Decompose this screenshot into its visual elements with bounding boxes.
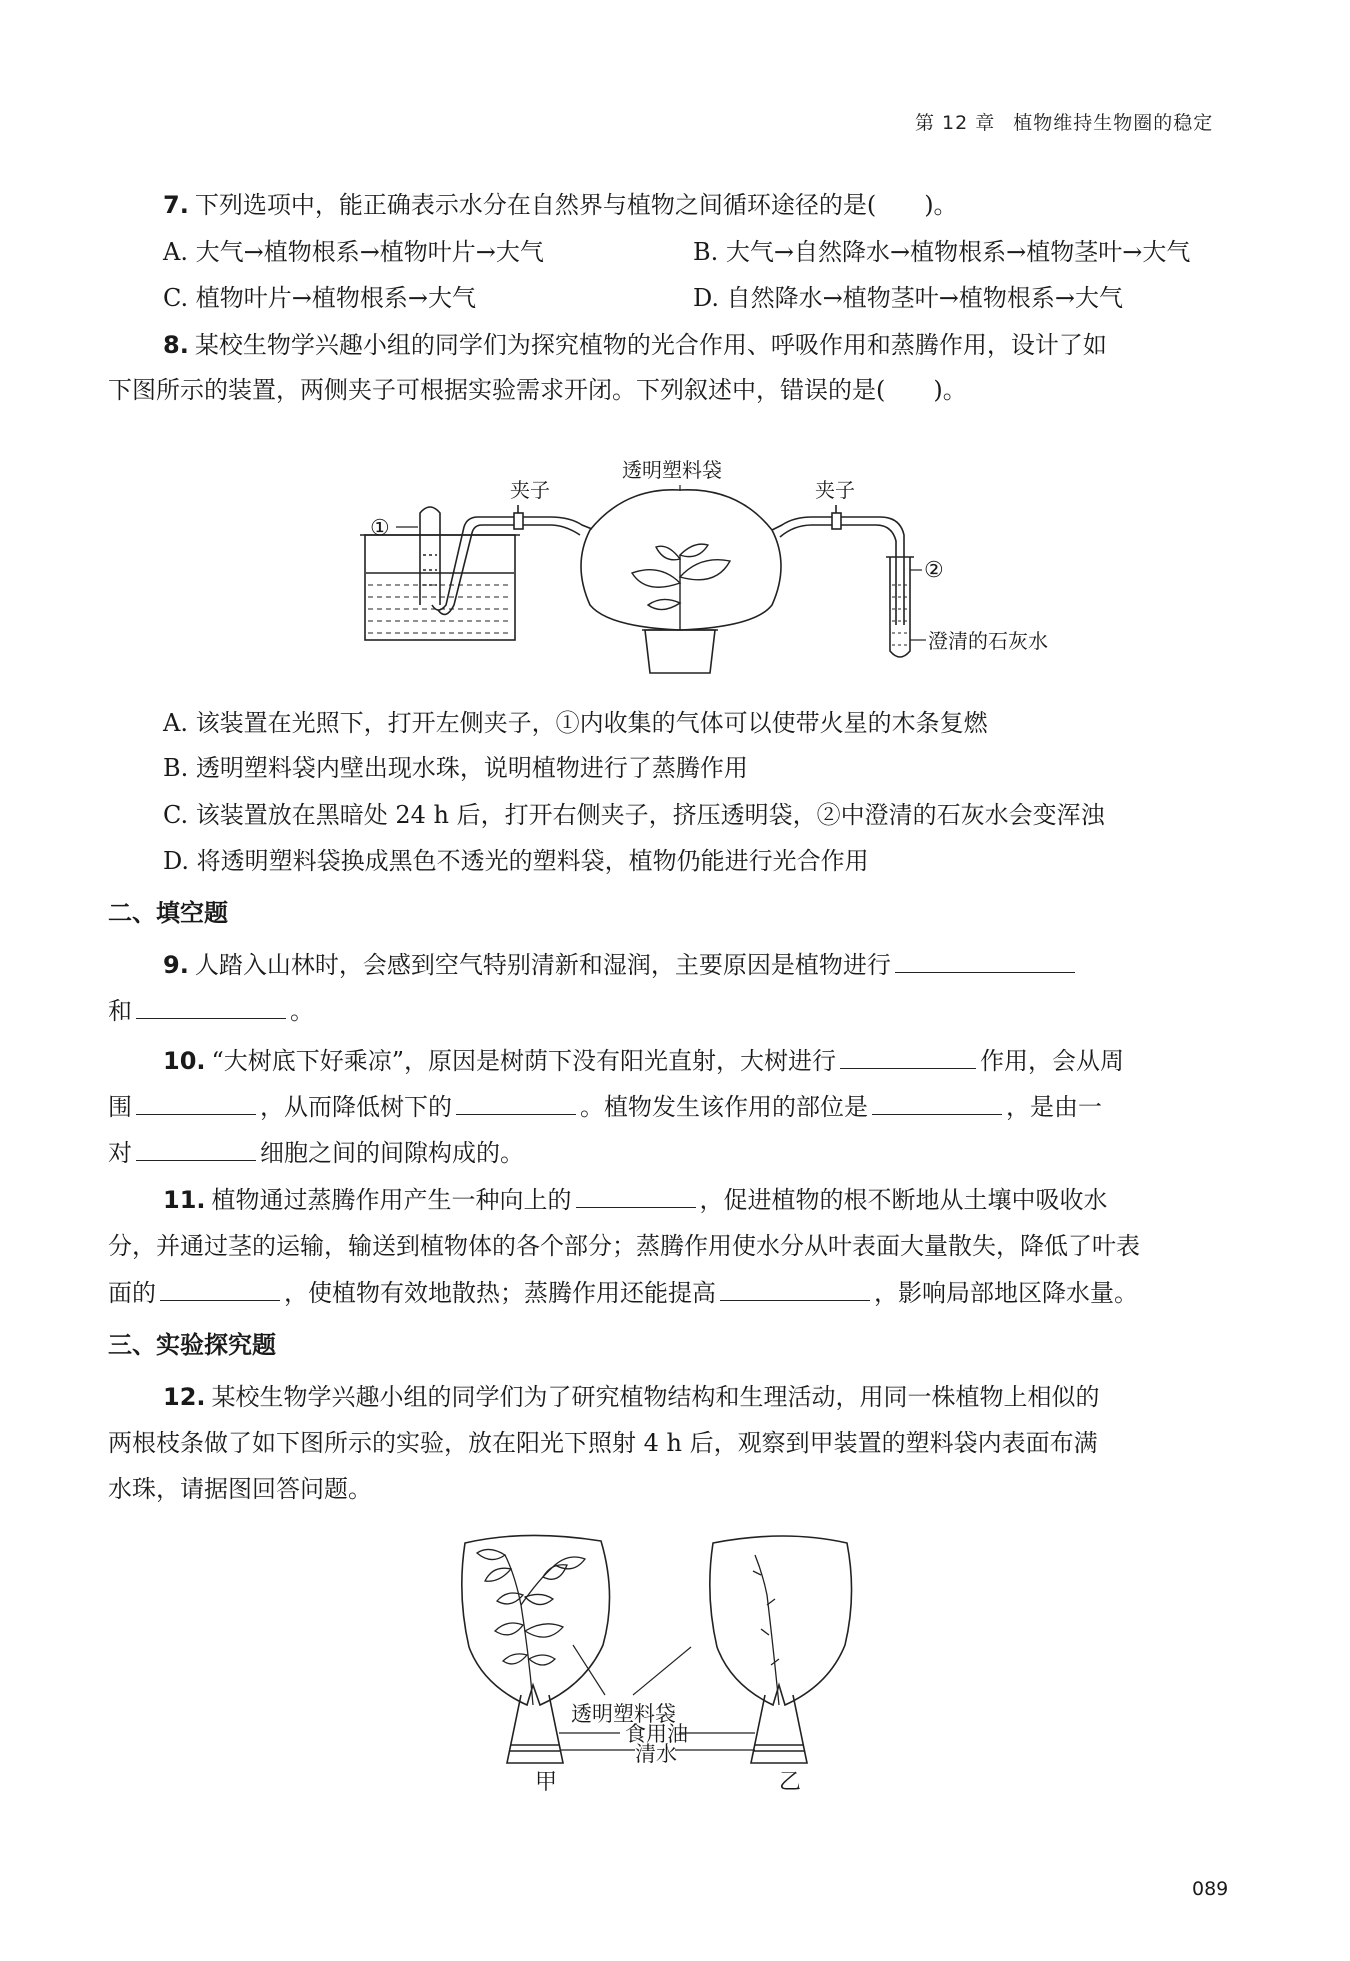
label-circled-2: ② (924, 558, 944, 583)
plant (632, 544, 730, 630)
q8-option-a: A. 该装置在光照下，打开左侧夹子，①内收集的气体可以使带火星的木条复燃 (163, 709, 988, 737)
q11-number: 11. (163, 1186, 206, 1214)
q8-stem-line2: 下图所示的装置，两侧夹子可根据实验需求开闭。下列叙述中，错误的是( )。 (108, 376, 967, 404)
q8-leader-lines (396, 485, 926, 640)
q10-blank-2[interactable] (136, 1092, 256, 1115)
q7-option-d: D. 自然降水→植物茎叶→植物根系→大气 (693, 284, 1123, 312)
chapter-title: 植物维持生物圈的稳定 (1013, 112, 1214, 134)
beaker-yi (751, 1695, 807, 1763)
left-tubing (432, 517, 592, 614)
q10-line2 (108, 1092, 1102, 1122)
bare-branch (753, 1555, 779, 1705)
q10-text-3a: 对 (108, 1139, 132, 1167)
q11-line1 (163, 1185, 1108, 1215)
q9-text-2a: 和 (108, 997, 132, 1025)
q9-text-1: 人踏入山林时，会感到空气特别清新和湿润，主要原因是植物进行 (194, 951, 891, 979)
q9-blank-1[interactable] (895, 950, 1075, 973)
q12-number: 12. (163, 1383, 206, 1411)
q11-blank-3[interactable] (720, 1278, 870, 1301)
q11-text-3b: ，使植物有效地散热；蒸腾作用还能提高 (284, 1279, 716, 1307)
label-clear-water: 清水 (635, 1742, 677, 1766)
q10-text-1b: 作用，会从周 (980, 1047, 1125, 1075)
test-tube-1 (420, 507, 440, 605)
q9-number: 9. (163, 951, 189, 979)
q11-line3 (108, 1278, 1138, 1308)
q10-blank-1[interactable] (840, 1046, 976, 1069)
label-transparent-bag: 透明塑料袋 (622, 458, 722, 482)
q7-stem (163, 190, 958, 220)
q8-number: 8. (163, 331, 189, 359)
page-number: 089 (1192, 1878, 1229, 1900)
q7-number: 7. (163, 191, 189, 219)
label-cooking-oil: 食用油 (625, 1722, 688, 1746)
chapter-number: 第 12 章 (915, 112, 996, 134)
leafy-branch (477, 1549, 585, 1705)
q8-option-c: C. 该装置放在黑暗处 24 h 后，打开右侧夹子，挤压透明袋，②中澄清的石灰水会变浑浊 (163, 801, 1105, 829)
q7-option-c: C. 植物叶片→植物根系→大气 (163, 284, 476, 312)
section-experiment: 三、实验探究题 (108, 1331, 276, 1359)
chapter-header (915, 108, 1213, 135)
q10-line3 (108, 1138, 524, 1168)
q7-option-a: A. 大气→植物根系→植物叶片→大气 (163, 238, 544, 266)
label-yi: 乙 (779, 1770, 802, 1795)
q11-line2: 分，并通过茎的运输，输送到植物体的各个部分；蒸腾作用使水分从叶表面大量散失，降低了叶表 (108, 1232, 1140, 1260)
q11-text-3c: ，影响局部地区降水量。 (874, 1279, 1138, 1307)
section-fill-in-blank: 二、填空题 (108, 899, 228, 927)
q10-number: 10. (163, 1047, 206, 1075)
q12-line2: 两根枝条做了如下图所示的实验，放在阳光下照射 4 h 后，观察到甲装置的塑料袋内表面布满 (108, 1429, 1098, 1457)
q12-text-1: 某校生物学兴趣小组的同学们为了研究植物结构和生理活动，用同一株植物上相似的 (211, 1383, 1100, 1411)
q10-text-3b: 细胞之间的间隙构成的。 (260, 1139, 524, 1167)
q10-text-2b: ，从而降低树下的 (260, 1093, 452, 1121)
q7-text: 下列选项中，能正确表示水分在自然界与植物之间循环途径的是( )。 (194, 191, 958, 219)
q10-blank-5[interactable] (136, 1138, 256, 1161)
test-tube-2 (886, 557, 914, 657)
label-clip-left: 夹子 (510, 478, 550, 502)
left-clip (514, 505, 523, 529)
q9-text-2b: 。 (290, 997, 314, 1025)
q10-text-2a: 围 (108, 1093, 132, 1121)
q10-text-2c: 。植物发生该作用的部位是 (580, 1093, 868, 1121)
q10-text-2d: ，是由一 (1006, 1093, 1102, 1121)
q11-blank-2[interactable] (160, 1278, 280, 1301)
label-circled-1: ① (370, 516, 390, 541)
q8-stem-line1 (163, 330, 1107, 360)
q9-line1 (163, 950, 1079, 980)
transparent-bag (581, 490, 781, 630)
q10-line1 (163, 1046, 1124, 1076)
q12-line1 (163, 1382, 1100, 1412)
q8-apparatus-figure (360, 455, 1048, 675)
right-tubing (772, 517, 904, 625)
label-transparent-bag-q12: 透明塑料袋 (571, 1702, 676, 1726)
q8-option-b: B. 透明塑料袋内壁出现水珠，说明植物进行了蒸腾作用 (163, 754, 748, 782)
bag-jia (462, 1535, 610, 1705)
right-clip (832, 505, 841, 529)
bag-yi (710, 1536, 852, 1705)
q10-blank-4[interactable] (872, 1092, 1002, 1115)
q8-option-d: D. 将透明塑料袋换成黑色不透光的塑料袋，植物仍能进行光合作用 (163, 847, 869, 875)
q9-line2 (108, 996, 314, 1026)
q12-experiment-figure (455, 1535, 875, 1795)
label-limewater: 澄清的石灰水 (928, 629, 1048, 653)
flower-pot (642, 630, 718, 673)
q8-text-1: 某校生物学兴趣小组的同学们为探究植物的光合作用、呼吸作用和蒸腾作用，设计了如 (194, 331, 1107, 359)
q10-blank-3[interactable] (456, 1092, 576, 1115)
q11-text-1a: 植物通过蒸腾作用产生一种向上的 (211, 1186, 572, 1214)
label-jia: 甲 (535, 1770, 558, 1795)
q11-text-3a: 面的 (108, 1279, 156, 1307)
q11-blank-1[interactable] (576, 1185, 696, 1208)
q7-option-b: B. 大气→自然降水→植物根系→植物茎叶→大气 (693, 238, 1191, 266)
q12-line3: 水珠，请据图回答问题。 (108, 1475, 372, 1503)
q9-blank-2[interactable] (136, 996, 286, 1019)
q11-text-1b: ，促进植物的根不断地从土壤中吸收水 (699, 1186, 1108, 1214)
beaker-jia (507, 1695, 563, 1763)
label-clip-right: 夹子 (815, 478, 855, 502)
q10-text-1a: “大树底下好乘凉”，原因是树荫下没有阳光直射，大树进行 (211, 1047, 837, 1075)
